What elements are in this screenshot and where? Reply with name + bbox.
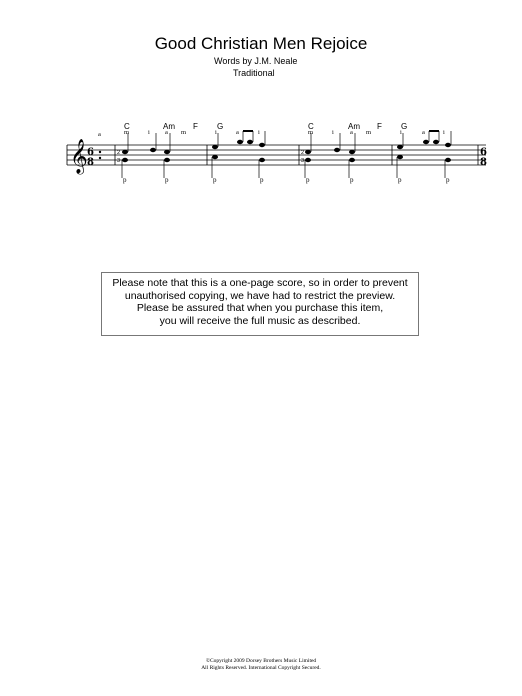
copyright-notice	[0, 658, 522, 672]
notice-line: Please be assured that when you purchase this item,	[136, 302, 384, 314]
treble-clef-icon: 𝄞	[70, 139, 88, 174]
svg-text:i: i	[215, 129, 217, 136]
svg-text:p: p	[306, 176, 310, 184]
preview-notice	[101, 272, 419, 336]
svg-text:p: p	[398, 176, 402, 184]
svg-text:m: m	[181, 129, 187, 136]
bass-fingering	[123, 176, 450, 184]
chord-symbol: Am	[163, 122, 175, 131]
svg-text:p: p	[123, 176, 127, 184]
svg-text:p: p	[260, 176, 264, 184]
copyright-line: ©Copyright 2009 Dorsey Brothers Music Limited	[205, 658, 317, 664]
svg-text:a: a	[98, 131, 101, 138]
svg-text:3: 3	[301, 158, 305, 164]
music-staff	[0, 0, 522, 200]
svg-text:m: m	[366, 129, 372, 136]
words-credit: Words by J.M. Neale	[214, 56, 298, 66]
time-signature-bottom: 8	[87, 157, 94, 168]
lower-voice-notes	[122, 155, 451, 162]
svg-text:i: i	[332, 129, 334, 136]
arrangement-credit: Traditional	[233, 68, 275, 78]
svg-text:i: i	[443, 129, 445, 136]
svg-text:p: p	[446, 176, 450, 184]
repeat-dot	[99, 151, 101, 153]
chord-symbol: G	[401, 122, 408, 131]
notice-line: you will receive the full music as described.	[159, 314, 361, 327]
chord-symbol: F	[377, 122, 382, 131]
time-signature-end-bottom: 8	[480, 157, 487, 168]
svg-text:i: i	[400, 129, 402, 136]
chord-symbol: Am	[348, 122, 360, 131]
svg-text:2: 2	[301, 150, 305, 156]
copyright-line: All Rights Reserved. International Copyright Secured.	[201, 665, 321, 671]
chord-symbol: G	[217, 122, 224, 131]
upper-stems	[128, 131, 451, 152]
svg-text:i: i	[258, 129, 260, 136]
svg-text:a: a	[422, 129, 425, 136]
rh-fingering	[98, 129, 445, 138]
svg-text:2: 2	[117, 150, 121, 156]
chord-symbol: C	[308, 122, 314, 131]
svg-text:a: a	[350, 129, 353, 136]
chord-symbol: F	[193, 122, 198, 131]
svg-text:m: m	[308, 129, 314, 136]
time-signature-end-top: 6	[480, 147, 487, 158]
svg-text:m: m	[124, 129, 130, 136]
svg-text:i: i	[148, 129, 150, 136]
svg-text:p: p	[165, 176, 169, 184]
string-numbers	[117, 150, 304, 164]
notice-line: Please note that this is a one-page score, so in order to prevent	[112, 277, 408, 289]
svg-text:a: a	[236, 129, 239, 136]
svg-text:a: a	[165, 129, 168, 136]
svg-text:p: p	[350, 176, 354, 184]
chord-symbol: C	[124, 122, 130, 131]
time-signature-top: 6	[87, 147, 94, 158]
upper-voice-notes	[122, 140, 451, 154]
svg-text:p: p	[213, 176, 217, 184]
staff-lines	[67, 145, 486, 165]
notice-line: unauthorised copying, we have had to restrict the preview.	[124, 289, 396, 302]
repeat-dot	[99, 157, 101, 159]
svg-text:3: 3	[117, 158, 121, 164]
score-title: Good Christian Men Rejoice	[154, 34, 368, 53]
